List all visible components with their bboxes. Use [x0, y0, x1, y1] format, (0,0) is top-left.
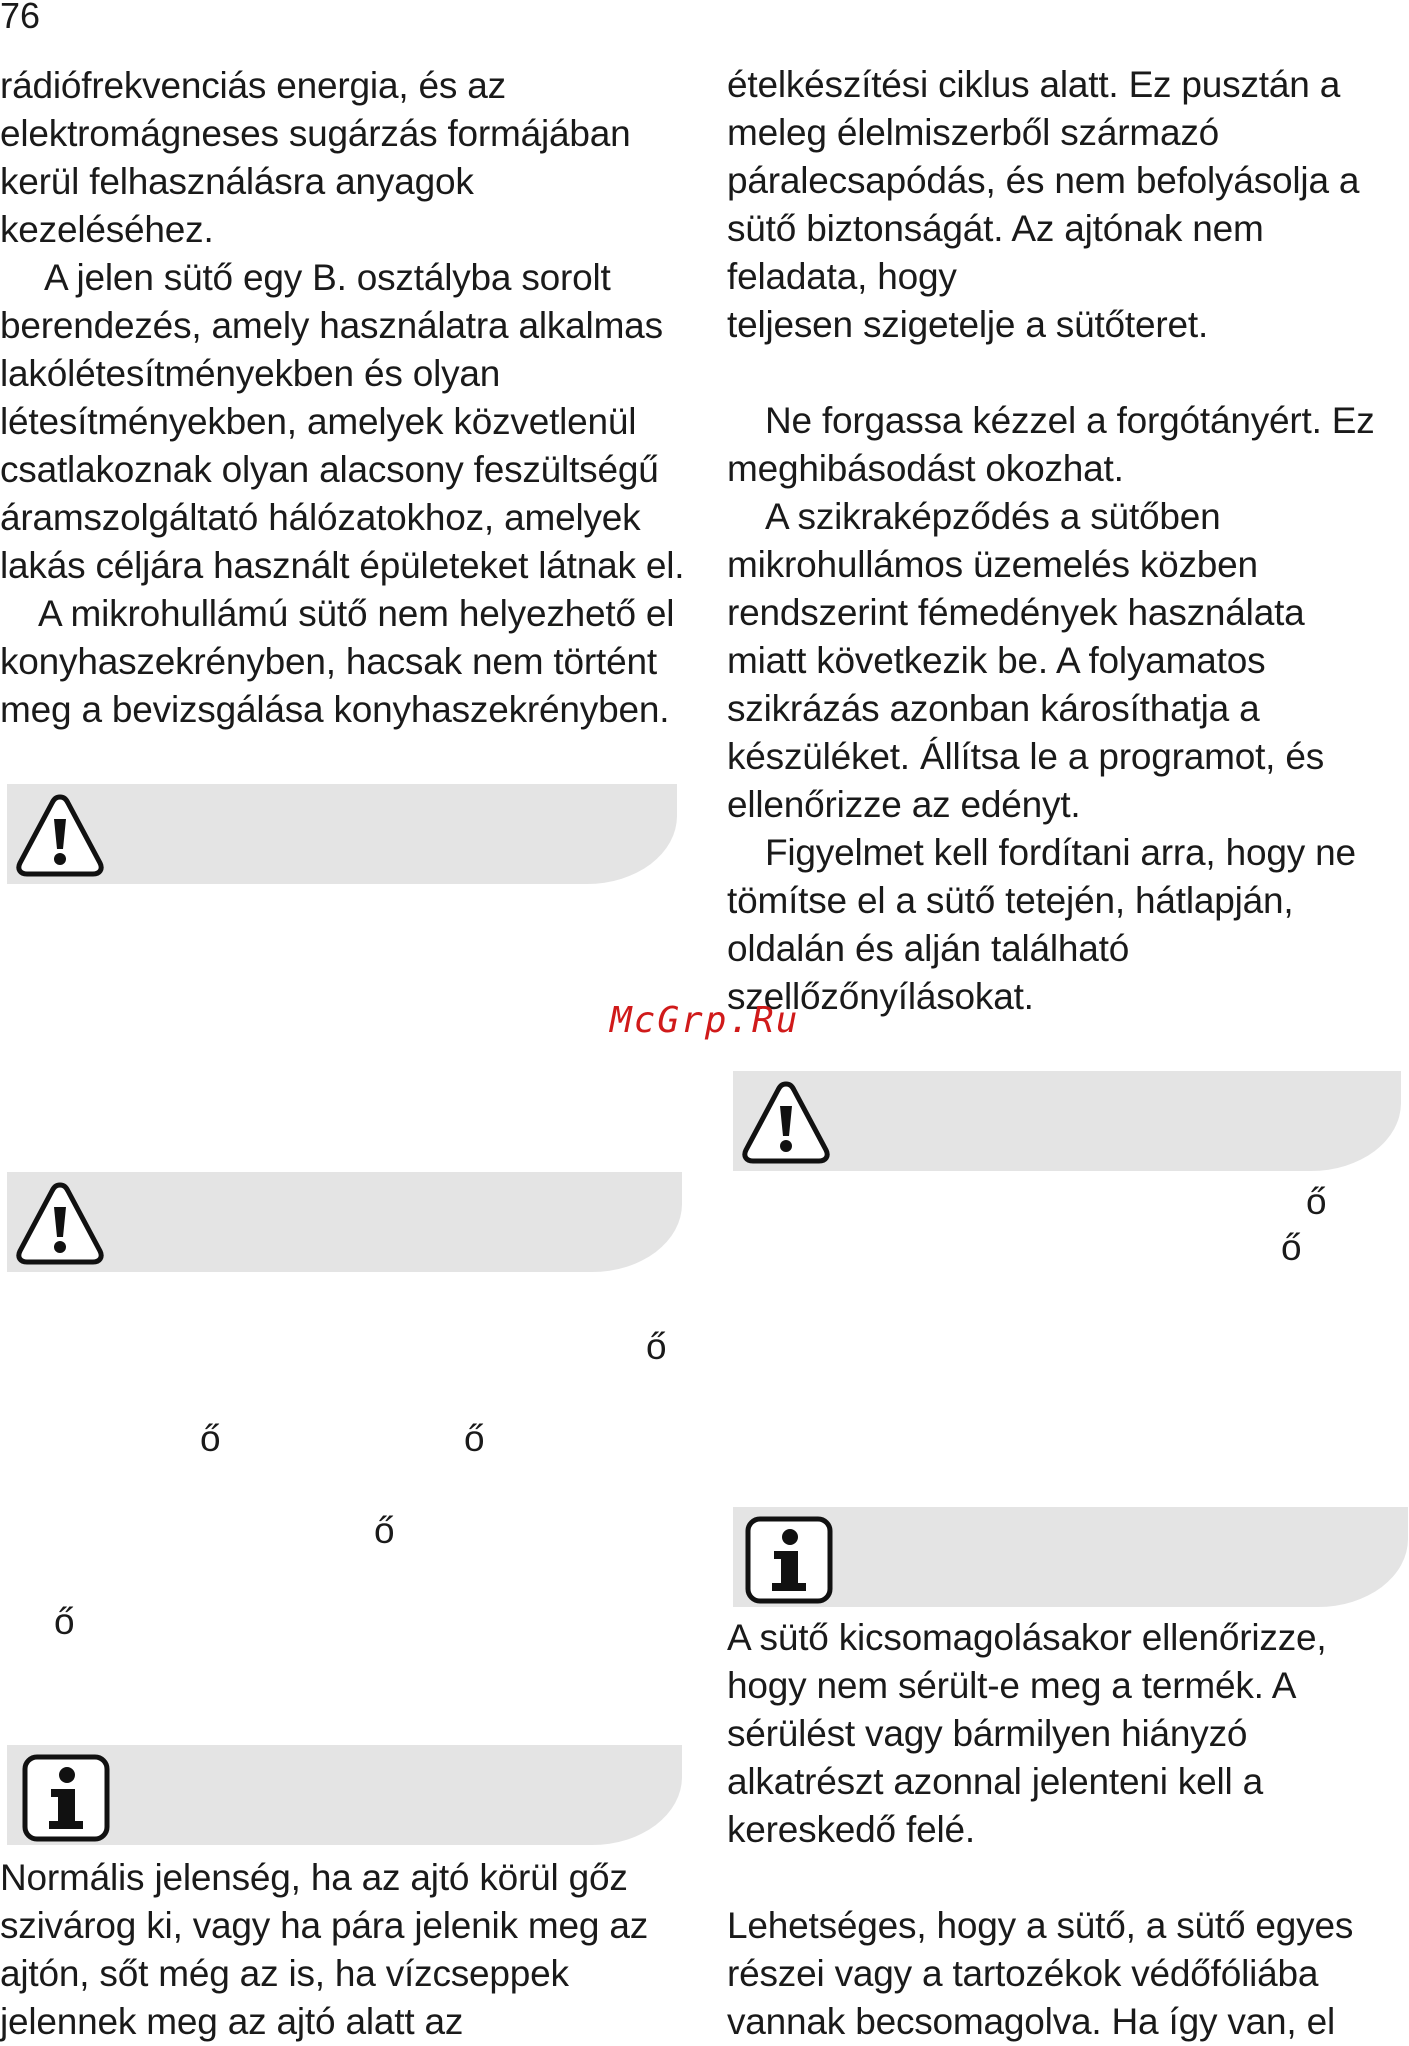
text-line: A mikrohullámú sütő nem helyezhető el: [38, 593, 675, 634]
warning-banner: [7, 1172, 682, 1272]
text-line: miatt következik be. A folyamatos: [727, 640, 1266, 681]
info-banner: [7, 1745, 682, 1845]
text-line: szellőzőnyílásokat.: [727, 976, 1034, 1017]
text-line: tömítse el a sütő tetején, hátlapján,: [727, 880, 1294, 921]
text-line: sérülést vagy bármilyen hiányzó: [727, 1713, 1248, 1754]
text-line: Figyelmet kell fordítani arra, hogy ne: [765, 832, 1356, 873]
text-line: szikrázás azonban károsíthatja a: [727, 688, 1260, 729]
text-line: [727, 1854, 1409, 1902]
text-line: részei vagy a tartozékok védőfóliába: [727, 1953, 1319, 1994]
text-line: áramszolgáltató hálózatokhoz, amelyek: [0, 497, 641, 538]
text-line: feladata, hogy: [727, 256, 957, 297]
warning-banner: [7, 784, 677, 884]
info-banner: [733, 1507, 1408, 1607]
text-line: vannak becsomagolva. Ha így van, el: [727, 2001, 1335, 2042]
text-line: ételkészítési ciklus alatt. Ez pusztán a: [727, 64, 1341, 105]
text-line: kereskedő felé.: [727, 1809, 975, 1850]
text-line: meg a bevizsgálása konyhaszekrényben.: [0, 689, 670, 730]
warning-icon: [741, 1078, 831, 1168]
text-line: elektromágneses sugárzás formájában: [0, 113, 631, 154]
text-line: sütő biztonságát. Az ajtónak nem: [727, 208, 1264, 249]
text-line: rádiófrekvenciás energia, és az: [0, 65, 506, 106]
text-line: kerül felhasználásra anyagok: [0, 161, 474, 202]
text-line: meleg élelmiszerből származó: [727, 112, 1220, 153]
stray-character: ő: [1281, 1227, 1302, 1268]
text-line: [727, 349, 1409, 397]
text-line: készüléket. Állítsa le a programot, és: [727, 736, 1325, 777]
text-line: lakólétesítményekben és olyan: [0, 353, 501, 394]
text-line: hogy nem sérült-e meg a termék. A: [727, 1665, 1297, 1706]
text-line: alkatrészt azonnal jelenteni kell a: [727, 1761, 1263, 1802]
stray-character: ő: [464, 1418, 485, 1459]
right-column-text-top: [727, 61, 1409, 1021]
text-line: meghibásodást okozhat.: [727, 448, 1124, 489]
stray-character: ő: [1306, 1181, 1327, 1222]
text-line: mikrohullámos üzemelés közben: [727, 544, 1258, 585]
text-line: A szikraképződés a sütőben: [765, 496, 1221, 537]
text-line: konyhaszekrényben, hacsak nem történt: [0, 641, 657, 682]
warning-banner: [733, 1071, 1401, 1171]
text-line: rendszerint fémedények használata: [727, 592, 1305, 633]
warning-icon: [15, 791, 105, 881]
text-line: Lehetséges, hogy a sütő, a sütő egyes: [727, 1905, 1354, 1946]
stray-character: ő: [54, 1601, 75, 1642]
text-line: Ne forgassa kézzel a forgótányért. Ez: [765, 400, 1375, 441]
text-line: teljesen szigetelje a sütőteret.: [727, 304, 1209, 345]
text-line: berendezés, amely használatra alkalmas: [0, 305, 663, 346]
left-column-text-bottom: [0, 1854, 700, 2046]
stray-character: ő: [200, 1418, 221, 1459]
text-line: létesítményekben, amelyek közvetlenül: [0, 401, 637, 442]
text-line: jelennek meg az ajtó alatt az: [0, 2001, 464, 2042]
text-line: lakás céljára használt épületeket látnak el.: [0, 545, 685, 586]
text-line: ajtón, sőt még az is, ha vízcseppek: [0, 1953, 569, 1994]
watermark: McGrp.Ru: [610, 1000, 800, 1041]
text-line: A jelen sütő egy B. osztályba sorolt: [44, 257, 611, 298]
right-column-text-bottom: [727, 1614, 1409, 2046]
text-line: A sütő kicsomagolásakor ellenőrizze,: [727, 1617, 1327, 1658]
text-line: oldalán és alján található: [727, 928, 1130, 969]
stray-character: ő: [374, 1510, 395, 1551]
text-line: páralecsapódás, és nem befolyásolja a: [727, 160, 1360, 201]
info-icon: [21, 1753, 111, 1843]
text-line: Normális jelenség, ha az ajtó körül gőz: [0, 1857, 628, 1898]
warning-icon: [15, 1179, 105, 1269]
left-column-text-top: [0, 62, 690, 734]
text-line: kezeléséhez.: [0, 209, 214, 250]
info-icon: [744, 1515, 834, 1605]
text-line: csatlakoznak olyan alacsony feszültségű: [0, 449, 659, 490]
page-number: 76: [0, 0, 41, 36]
text-line: ellenőrizze az edényt.: [727, 784, 1081, 825]
stray-character: ő: [646, 1326, 667, 1367]
text-line: szivárog ki, vagy ha pára jelenik meg az: [0, 1905, 649, 1946]
